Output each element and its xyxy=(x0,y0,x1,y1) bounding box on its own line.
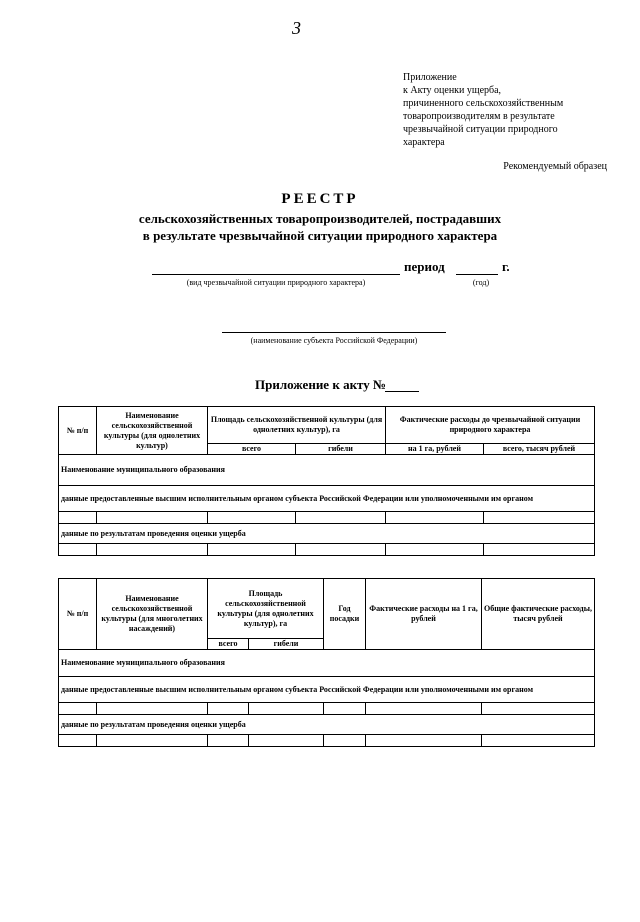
appendix-line: к Акту оценки ущерба, xyxy=(403,85,502,96)
registry-table-perennial xyxy=(58,578,595,747)
row-municipal: Наименование муниципального образования xyxy=(59,650,595,677)
appendix-line: Приложение xyxy=(403,72,457,83)
col-header-year: Год посадки xyxy=(324,579,366,650)
col-header-area-dead: гибели xyxy=(249,639,324,650)
appendix-line: товаропроизводителям в результате xyxy=(403,111,555,122)
col-header-crop: Наименование сельскохозяйственной культуры (для однолетних культур) xyxy=(97,407,208,455)
appendix-line: причиненного сельскохозяйственным xyxy=(403,98,564,109)
row-authority: данные предоставленные высшим исполнительным органом субъекта Российской Федерации или уполномоченными им органом xyxy=(59,677,595,703)
row-authority: данные предоставленные высшим исполнительным органом субъекта Российской Федерации или уполномоченными им органом xyxy=(59,486,595,512)
sample-label: Рекомендуемый образец xyxy=(503,161,607,172)
subject-caption: (наименование субъекта Российской Федерации) xyxy=(250,336,418,345)
appendix-line: чрезвычайной ситуации природного xyxy=(403,124,558,135)
appendix-note xyxy=(403,71,603,149)
col-header-costs-total: всего, тысяч рублей xyxy=(484,444,595,455)
document-subtitle-line2: в результате чрезвычайной ситуации природного характера xyxy=(142,228,498,243)
year-caption: (год) xyxy=(472,278,490,287)
row-assessment: данные по результатам проведения оценки ущерба xyxy=(59,524,595,544)
emergency-type-caption: (вид чрезвычайной ситуации природного характера) xyxy=(186,278,366,287)
document-subtitle-line1: сельскохозяйственных товаропроизводителей, пострадавших xyxy=(138,211,502,226)
document-title: РЕЕСТР xyxy=(281,191,359,207)
col-header-costs-total: Общие фактические расходы, тысяч рублей xyxy=(482,579,595,650)
row-municipal: Наименование муниципального образования xyxy=(59,455,595,486)
col-header-crop: Наименование сельскохозяйственной культуры (для многолетних насаждений) xyxy=(97,579,208,650)
period-label: период xyxy=(404,259,445,274)
col-header-num: № п/п xyxy=(59,407,97,455)
col-header-area-total: всего xyxy=(208,444,296,455)
col-header-costs-per-ha: на 1 га, рублей xyxy=(386,444,484,455)
act-heading: Приложение к акту № xyxy=(255,377,387,392)
registry-table-annual xyxy=(58,406,595,556)
col-header-area: Площадь сельскохозяйственной культуры (для однолетних культур), га xyxy=(208,407,386,444)
col-header-costs: Фактические расходы до чрезвычайной ситуации природного характера xyxy=(386,407,595,444)
col-header-num: № п/п xyxy=(59,579,97,650)
col-header-area: Площадь сельскохозяйственной культуры (для однолетних культур), га xyxy=(208,579,324,639)
appendix-line: характера xyxy=(403,137,445,148)
emergency-type-blank xyxy=(152,274,400,275)
row-assessment: данные по результатам проведения оценки ущерба xyxy=(59,715,595,735)
col-header-costs-per-ha: Фактические расходы на 1 га, рублей xyxy=(366,579,482,650)
act-number-blank xyxy=(385,391,419,392)
col-header-area-total: всего xyxy=(208,639,249,650)
year-suffix: г. xyxy=(502,259,510,274)
page-number: 3 xyxy=(292,18,301,38)
subject-blank xyxy=(222,332,446,333)
col-header-area-dead: гибели xyxy=(296,444,386,455)
year-blank xyxy=(456,274,498,275)
